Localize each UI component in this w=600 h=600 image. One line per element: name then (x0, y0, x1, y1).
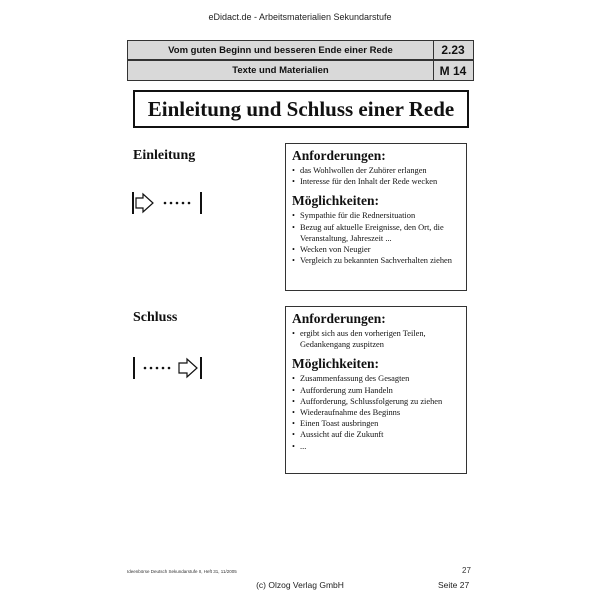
einleitung-label: Einleitung (133, 148, 196, 163)
header-row-2 (127, 60, 474, 81)
site-header: eDidact.de - Arbeitsmaterialien Sekundarstufe (208, 12, 392, 22)
schluss-options-heading: Möglichkeiten: (292, 356, 379, 372)
copyright: (c) Olzog Verlag GmbH (256, 580, 344, 590)
einleitung-options-list (292, 210, 460, 266)
einleitung-options-heading: Möglichkeiten: (292, 193, 379, 209)
list-item: • ergibt sich aus den vorherigen Teilen, Gedankengang zuspitzen (292, 329, 426, 350)
dotted-line-icon (164, 202, 191, 205)
list-item: • Wiederaufnahme des Beginns (292, 408, 401, 418)
main-title: Einleitung und Schluss einer Rede (133, 90, 469, 128)
header-table (127, 40, 474, 81)
page-number: 27 (462, 566, 471, 575)
page-label: Seite 27 (438, 580, 470, 590)
einleitung-info-box (285, 143, 467, 291)
list-item: • Aussicht auf die Zukunft (292, 430, 384, 440)
header-row-1 (127, 40, 474, 60)
list-item: • Vergleich zu bekannten Sachverhalten ziehen (292, 256, 452, 266)
header-material-code: M 14 (439, 63, 467, 78)
list-item: • das Wohlwollen der Zuhörer erlangen (292, 166, 427, 175)
list-item: • Zusammenfassung des Gesagten (292, 374, 410, 384)
schluss-requirements-list (292, 328, 460, 350)
list-item: • Aufforderung, Schlussfolgerung zu ziehen (292, 396, 443, 406)
header-chapter-code: 2.23 (441, 43, 465, 57)
list-item: • ... (292, 441, 307, 451)
schluss-requirements-heading: Anforderungen: (292, 311, 386, 326)
schluss-arrow-diagram (131, 355, 205, 381)
schluss-label: Schluss (133, 310, 178, 325)
einleitung-arrow-diagram (131, 190, 205, 216)
einleitung-requirements-heading: Anforderungen: (292, 148, 386, 163)
list-item: • Bezug auf aktuelle Ereignisse, den Ort, die Veranstaltung, Jahreszeit ... (292, 222, 444, 243)
right-arrow-icon (179, 359, 197, 377)
schluss-info-box (285, 306, 467, 474)
list-item: • Aufforderung zum Handeln (292, 385, 393, 395)
header-section-title: Texte und Materialien (128, 61, 434, 80)
list-item: • Interesse für den Inhalt der Rede wecken (292, 177, 438, 187)
header-topic-title: Vom guten Beginn und besseren Ende einer Rede (128, 41, 434, 59)
publication-info: Ideenbörse Deutsch Sekundarstufe II, Heft 31, 11/2005 (127, 569, 237, 574)
list-item: • Einen Toast ausbringen (292, 419, 379, 429)
list-item: • Wecken von Neugier (292, 245, 371, 255)
einleitung-requirements-list (292, 165, 460, 187)
dotted-line-icon (144, 367, 171, 370)
list-item: • Sympathie für die Rednersituation (292, 211, 416, 221)
schluss-options-list (292, 373, 460, 451)
right-arrow-icon (136, 194, 153, 212)
